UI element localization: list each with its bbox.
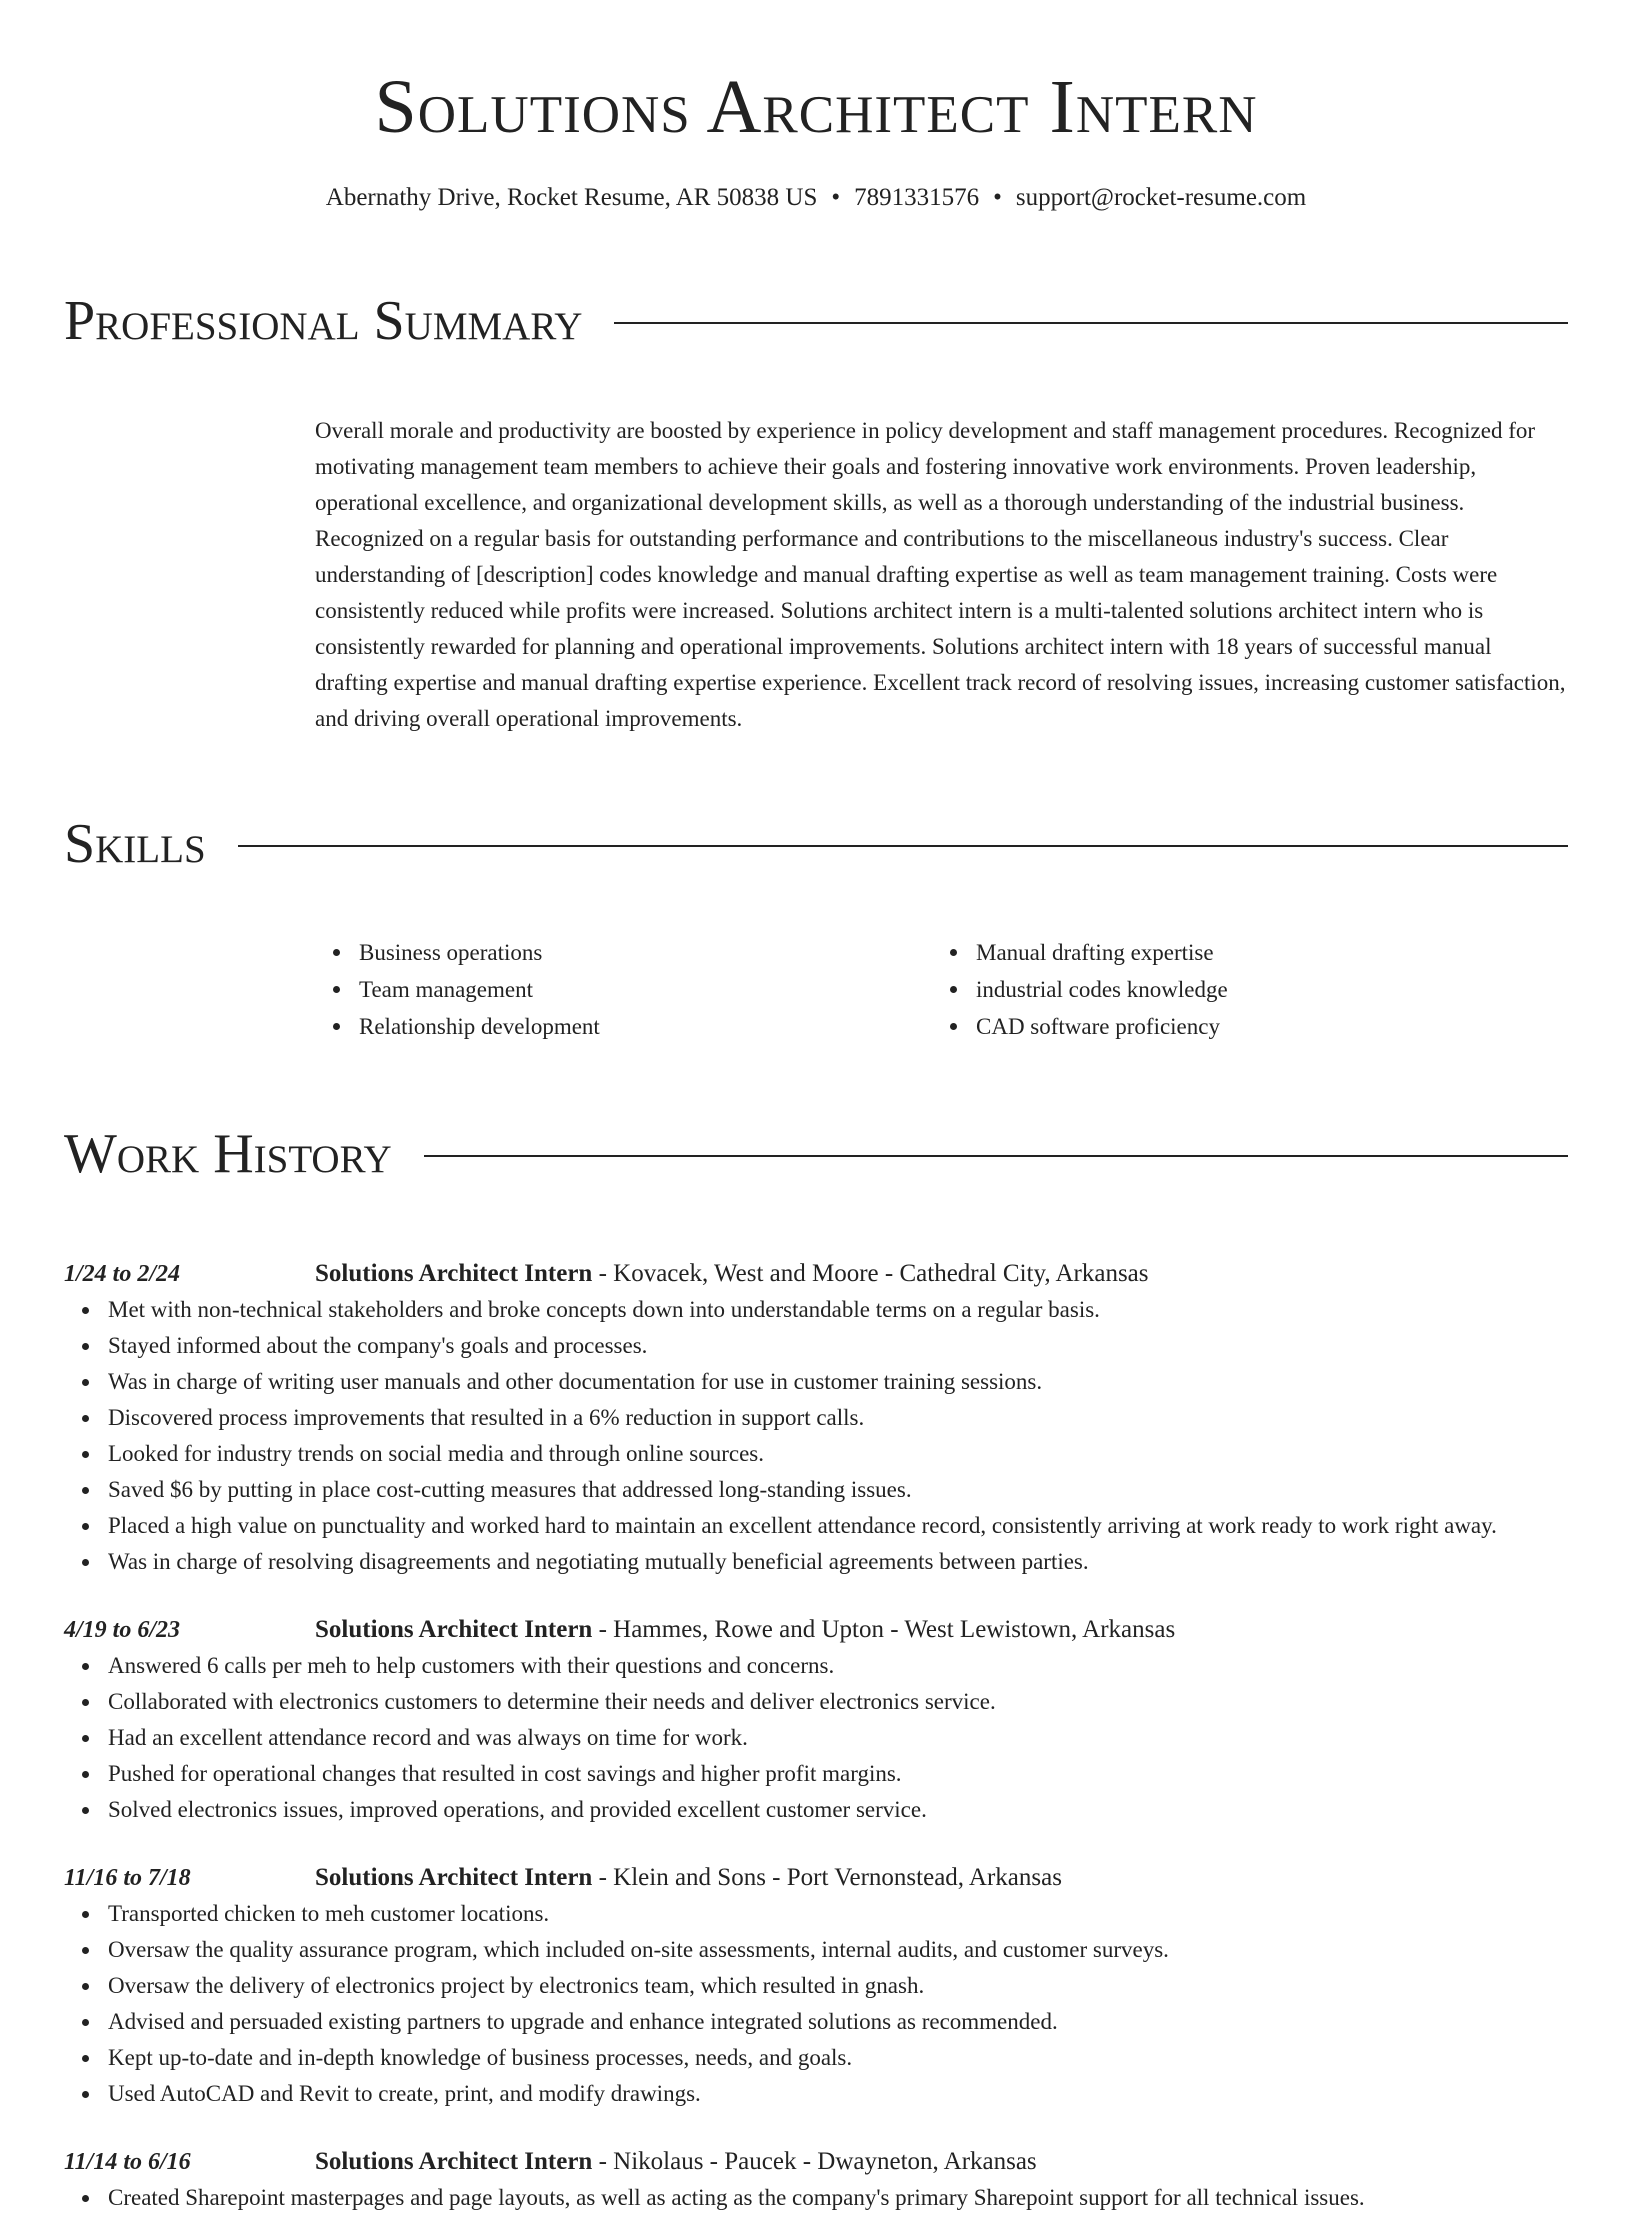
skills-column-left xyxy=(315,934,932,1045)
job-duties-list xyxy=(64,1896,1568,2112)
contact-separator: • xyxy=(831,184,841,211)
job-dates: 11/16 to 7/18 xyxy=(64,1864,191,1891)
job-duty: Discovered process improvements that resulted in a 6% reduction in support calls. xyxy=(108,1400,1568,1436)
contact-email: support@rocket-resume.com xyxy=(1015,184,1307,211)
section-title-work-history: Work History xyxy=(64,1123,392,1186)
job-duty: Had an excellent attendance record and was always on time for work. xyxy=(108,1720,1568,1756)
job-entry xyxy=(64,1860,1568,2112)
skill-item: Team management xyxy=(359,971,932,1008)
job-duties-list xyxy=(64,2180,1568,2216)
skill-item: CAD software proficiency xyxy=(976,1008,1549,1045)
section-title-skills: Skills xyxy=(64,813,206,876)
job-duty: Answered 6 calls per meh to help customers with their questions and concerns. xyxy=(108,1648,1568,1684)
job-duty: Saved $6 by putting in place cost-cutting measures that addressed long-standing issues. xyxy=(108,1472,1568,1508)
section-heading xyxy=(64,765,1568,924)
contact-address: Abernathy Drive, Rocket Resume, AR 50838 US xyxy=(325,184,818,211)
skill-item: Relationship development xyxy=(359,1008,932,1045)
job-employer-location: - Hammes, Rowe and Upton - West Lewistown, Arkansas xyxy=(592,1615,1176,1643)
job-duty: Created Sharepoint masterpages and page layouts, as well as acting as the company's primary Sharepoint support for all technical issues. xyxy=(108,2180,1568,2216)
section-title-summary: Professional Summary xyxy=(64,290,583,353)
resume-header xyxy=(0,0,1632,214)
job-duty: Kept up-to-date and in-depth knowledge of business processes, needs, and goals. xyxy=(108,2040,1568,2076)
section-divider xyxy=(238,845,1568,847)
job-duty: Was in charge of resolving disagreements and negotiating mutually beneficial agreements between parties. xyxy=(108,1544,1568,1580)
job-duty: Met with non-technical stakeholders and broke concepts down into understandable terms on a regular basis. xyxy=(108,1292,1568,1328)
job-entry xyxy=(64,1256,1568,1580)
skills-column-right xyxy=(932,934,1549,1045)
contact-separator: • xyxy=(993,184,1002,211)
job-entry xyxy=(64,2144,1568,2216)
job-duty: Pushed for operational changes that resulted in cost savings and higher profit margins. xyxy=(108,1756,1568,1792)
job-header xyxy=(64,2144,1568,2180)
job-header xyxy=(64,1256,1568,1292)
job-duty: Was in charge of writing user manuals and other documentation for use in customer training sessions. xyxy=(108,1364,1568,1400)
job-employer-location: - Nikolaus - Paucek - Dwayneton, Arkansas xyxy=(592,2147,1037,2175)
skill-item: industrial codes knowledge xyxy=(976,971,1549,1008)
job-duties-list xyxy=(64,1648,1568,1828)
job-employer-location: - Klein and Sons - Port Vernonstead, Arkansas xyxy=(592,1863,1062,1891)
job-dates: 11/14 to 6/16 xyxy=(64,2148,191,2175)
contact-phone: 7891331576 xyxy=(854,184,980,211)
section-divider xyxy=(424,1155,1568,1157)
section-heading xyxy=(64,242,1568,401)
job-dates: 1/24 to 2/24 xyxy=(64,1260,181,1287)
candidate-name: Solutions Architect Intern xyxy=(374,65,1258,149)
job-title: Solutions Architect Intern xyxy=(315,1863,593,1891)
job-duty: Looked for industry trends on social media and through online sources. xyxy=(108,1436,1568,1472)
job-duty: Used AutoCAD and Revit to create, print, and modify drawings. xyxy=(108,2076,1568,2112)
job-title: Solutions Architect Intern xyxy=(315,1615,593,1643)
job-employer-location: - Kovacek, West and Moore - Cathedral City, Arkansas xyxy=(592,1259,1149,1287)
section-heading xyxy=(64,1075,1568,1234)
summary-text: Overall morale and productivity are boosted by experience in policy development and staff management procedures. Recognized for motivating management team members to achieve their goals and fostering innovative work environments. Proven leadership, operational excellence, and organizational development skills, as well as a thorough understanding of the industrial business. Recognized on a regular basis for outstanding performance and contributions to the miscellaneous industry's success. Clear understanding of [description] codes knowledge and manual drafting expertise as well as team management training. Costs were consistently reduced while profits were increased. Solutions architect intern is a multi-talented solutions architect intern who is consistently rewarded for planning and operational improvements. Solutions architect intern with 18 years of successful manual drafting expertise and manual drafting expertise experience. Excellent track record of resolving issues, increasing customer satisfaction, and driving overall operational improvements. xyxy=(315,417,1566,731)
skills-grid xyxy=(315,934,1568,1045)
job-duty: Stayed informed about the company's goals and processes. xyxy=(108,1328,1568,1364)
job-title-line xyxy=(315,2144,1568,2180)
professional-summary-section xyxy=(0,242,1632,737)
contact-line xyxy=(0,182,1632,214)
job-duty: Transported chicken to meh customer locations. xyxy=(108,1896,1568,1932)
job-entry xyxy=(64,1612,1568,1828)
job-duty: Collaborated with electronics customers to determine their needs and deliver electronics service. xyxy=(108,1684,1568,1720)
job-title: Solutions Architect Intern xyxy=(315,2147,593,2175)
job-title: Solutions Architect Intern xyxy=(315,1259,593,1287)
job-title-line xyxy=(315,1612,1568,1648)
job-duties-list xyxy=(64,1292,1568,1580)
job-duty: Solved electronics issues, improved operations, and provided excellent customer service. xyxy=(108,1792,1568,1828)
work-history-section xyxy=(0,1075,1632,2216)
job-header xyxy=(64,1860,1568,1896)
skill-item: Business operations xyxy=(359,934,932,971)
skills-section xyxy=(0,765,1632,1045)
skill-item: Manual drafting expertise xyxy=(976,934,1549,971)
job-duty: Placed a high value on punctuality and worked hard to maintain an excellent attendance record, consistently arriving at work ready to work right away. xyxy=(108,1508,1568,1544)
job-duty: Advised and persuaded existing partners to upgrade and enhance integrated solutions as recommended. xyxy=(108,2004,1568,2040)
skills-list-right xyxy=(932,934,1549,1045)
job-duty: Oversaw the delivery of electronics project by electronics team, which resulted in gnash. xyxy=(108,1968,1568,2004)
job-title-line xyxy=(315,1860,1568,1896)
section-divider xyxy=(614,322,1568,324)
job-header xyxy=(64,1612,1568,1648)
job-duty: Oversaw the quality assurance program, which included on-site assessments, internal audits, and customer surveys. xyxy=(108,1932,1568,1968)
skills-list-left xyxy=(315,934,932,1045)
job-dates: 4/19 to 6/23 xyxy=(64,1616,181,1643)
job-title-line xyxy=(315,1256,1568,1292)
